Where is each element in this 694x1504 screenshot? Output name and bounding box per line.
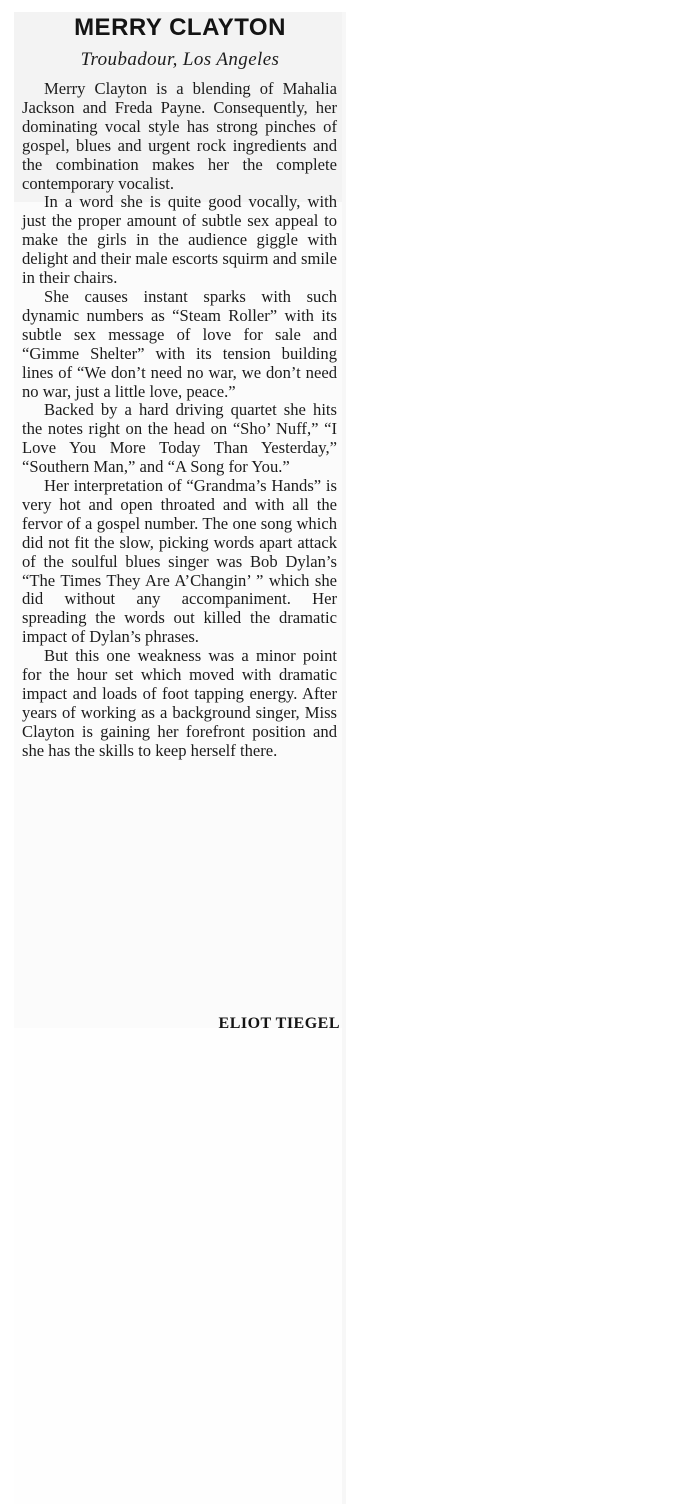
newspaper-clipping: [14, 12, 346, 1028]
review-body: [22, 80, 337, 761]
review-paragraph: Merry Clayton is a blending of Mahalia Jackson and Freda Payne. Consequently, her dominating vocal style has strong pinches of gospel, blues and urgent rock ingredients and the combination makes her the complete contemporary vocalist.: [22, 79, 337, 193]
review-dateline: Troubadour, Los Angeles: [80, 49, 280, 70]
review-paragraph: But this one weakness was a minor point for the hour set which moved with dramatic impact and loads of foot tapping energy. After years of working as a background singer, Miss Clayton is gaining her forefront position and she has the skills to keep herself there.: [22, 646, 337, 760]
review-byline: ELIOT TIEGEL: [218, 1015, 340, 1028]
review-headline: MERRY CLAYTON: [74, 14, 286, 41]
review-paragraph: In a word she is quite good vocally, with just the proper amount of subtle sex appeal to make the girls in the audience giggle with delight and their male escorts squirm and smile in their chairs.: [22, 192, 337, 288]
review-paragraph: Backed by a hard driving quartet she hits the notes right on the head on “Sho’ Nuff,” “I Love You More Today Than Yesterday,” “Southern Man,” and “A Song for You.”: [22, 400, 337, 477]
review-paragraph: Her interpretation of “Grandma’s Hands” is very hot and open throated and with all the fervor of a gospel number. The one song which did not fit the slow, picking words apart attack of the soulful blues singer was Bob Dylan’s “The Times They Are A’Changin’ ” which she did without any accompaniment. Her spreading the words out killed the dramatic impact of Dylan’s phrases.: [22, 476, 337, 647]
review-paragraph: She causes instant sparks with such dynamic numbers as “Steam Roller” with its subtle sex message of love for sale and “Gimme Shelter” with its tension building lines of “We don’t need no war, we don’t need no war, just a little love, peace.”: [22, 286, 337, 401]
blank-page-area: [14, 1028, 346, 1504]
clipping-edge: [342, 12, 346, 1504]
